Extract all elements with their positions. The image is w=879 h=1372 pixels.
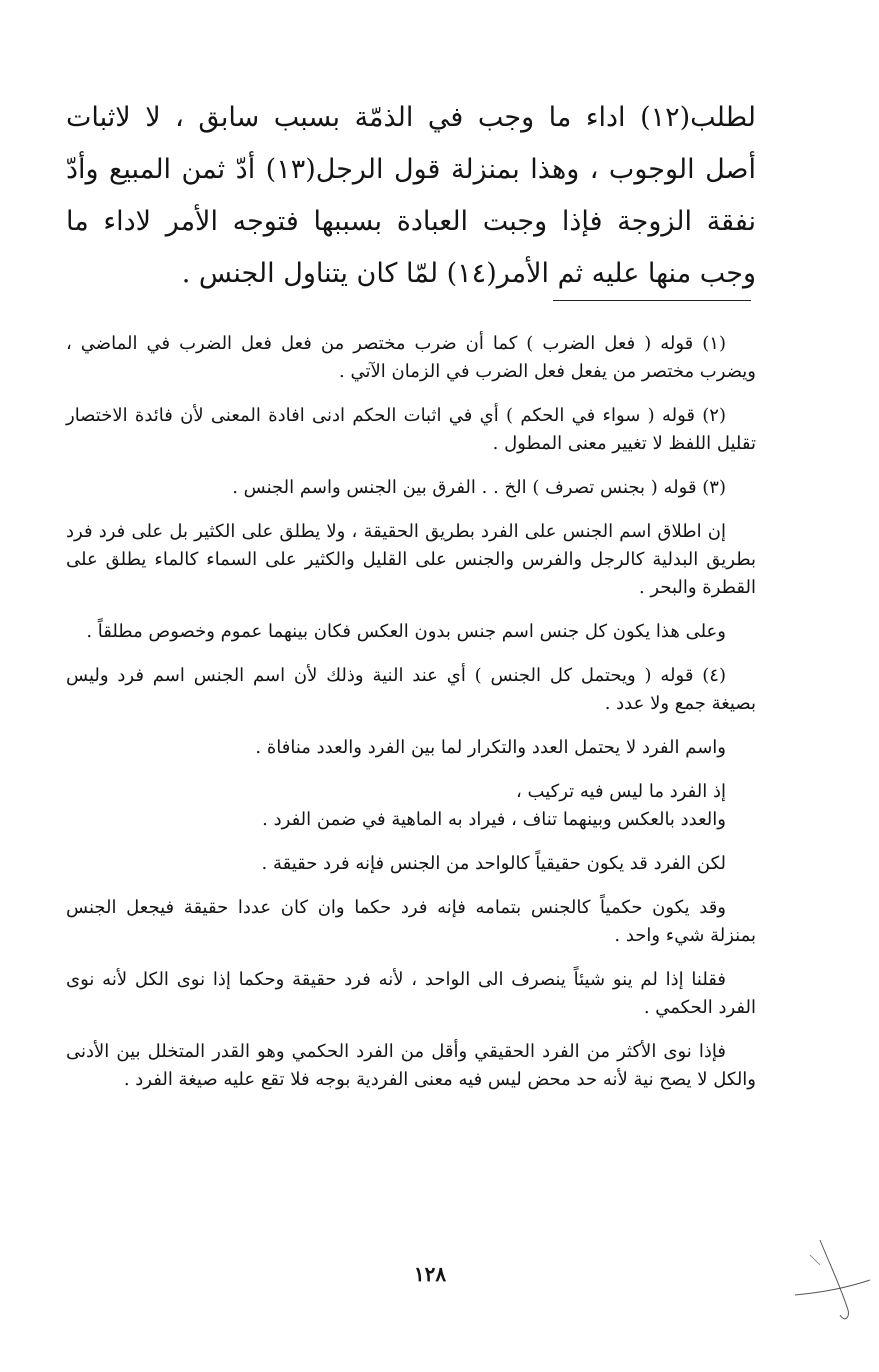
footnotes (66, 330, 756, 1110)
footnote-2: (٢) قوله ( سواء في الحكم ) أي في اثبات الحكم ادنى افادة المعنى لأن فائدة الاختصار تقليل اللفظ لا تغيير معنى المطول . (66, 405, 756, 454)
footnote-4-paragraph-7: فإذا نوى الأكثر من الفرد الحقيقي وأقل من الفرد الحكمي وهو القدر المتخلل بين الأدنى والكل لا يصح نية لأنه حد محض ليس فيه معنى الفردية بوجه فلا تقع عليه صيغة الفرد . (66, 1041, 756, 1090)
footnote-divider (553, 300, 751, 301)
footnote-4-paragraph-5: وقد يكون حكمياً كالجنس بتمامه فإنه فرد حكما وان كان عددا حقيقة فيجعل الجنس بمنزلة شيء واحد . (66, 897, 756, 946)
footnote-4-paragraph-3: والعدد بالعكس وبينهما تناف ، فيراد به الماهية في ضمن الفرد . (262, 809, 726, 830)
footnote-4-paragraph-4: لكن الفرد قد يكون حقيقياً كالواحد من الجنس فإنه فرد حقيقة . (261, 853, 726, 874)
footnote-4-paragraph-1: واسم الفرد لا يحتمل العدد والتكرار لما بين الفرد والعدد منافاة . (255, 737, 726, 758)
footnote-4-paragraph-2: إذ الفرد ما ليس فيه تركيب ، (516, 781, 726, 802)
footnote-3: (٣) قوله ( بجنس تصرف ) الخ . . الفرق بين الجنس واسم الجنس . (232, 477, 726, 498)
footnote-4: (٤) قوله ( ويحتمل كل الجنس ) أي عند النية وذلك لأن اسم الجنس اسم فرد وليس بصيغة جمع ولا عدد . (66, 665, 756, 714)
footnote-3-paragraph-1: إن اطلاق اسم الجنس على الفرد بطريق الحقيقة ، ولا يطلق على الكثير بل على فرد فرد بطريق البدلية كالرجل والفرس والجنس على القليل والكثير على السماء كالماء يطلق على القطرة والبحر . (66, 521, 756, 598)
footnote-4-paragraph-6: فقلنا إذا لم ينو شيئاً ينصرف الى الواحد ، لأنه فرد حقيقة وحكما إذا نوى الكل لأنه نوى الفرد الحكمي . (66, 969, 756, 1018)
main-text (66, 92, 756, 300)
pen-mark (790, 1235, 875, 1325)
page-number: ١٢٨ (413, 1262, 447, 1286)
footnote-3-paragraph-2: وعلى هذا يكون كل جنس اسم جنس بدون العكس فكان بينهما عموم وخصوص مطلقاً . (86, 621, 726, 642)
footnote-1: (١) قوله ( فعل الضرب ) كما أن ضرب مختصر من فعل فعل الضرب في الماضي ، ويضرب مختصر من يفعل فعل الضرب في الزمان الآتي . (66, 333, 756, 382)
main-paragraph: لطلب(١٢) اداء ما وجب في الذمّة بسبب سابق ، لا لاثبات أصل الوجوب ، وهذا بمنزلة قول الرجل(١٣) أدّ ثمن المبيع وأدّ نفقة الزوجة فإذا وجبت العبادة بسببها فتوجه الأمر لاداء ما وجب منها عليه ثم الأمر(١٤) لمّا كان يتناول الجنس . (66, 102, 756, 289)
